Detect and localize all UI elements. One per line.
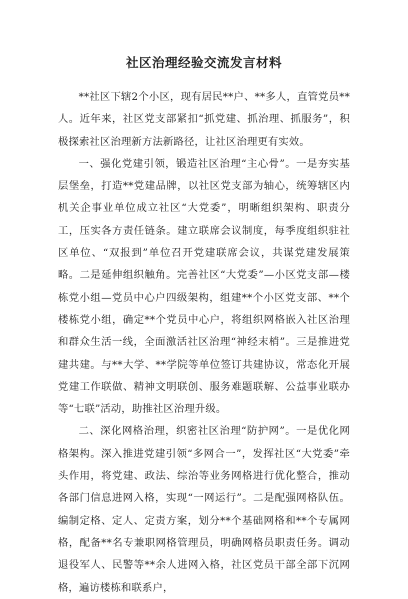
- paragraph-section-one: 一、强化党建引领，锻造社区治理“主心骨”。一是夯实基层堡垒，打造**党建品牌，以社区党支部为轴心，统筹辖区内机关企事业单位成立社区“大党委”，明晰组织架构、职责分工，压实各方责任链条。建立联席会议制度，每季度组织驻社区单位、“双报到”单位召开党建联席会议，共谋党建发展策略。二是延伸组织触角。完善社区“大党委”—小区党支部—楼栋党小组—党员中心户四级架构，组建**个小区党支部、**个楼栋党小组，确定**个党员中心户，将组织网格嵌入社区治理和群众生活一线，全面激活社区治理“神经末梢”。三是推进党建共建。与**大学、**学院等单位签订共建协议，常态化开展党建工作联做、精神文明联创、服务难题联解、公益事业联办等“七联”活动，助推社区治理升级。: [58, 157, 350, 416]
- paragraph-section-two: 二、深化网格治理，织密社区治理“防护网”。一是优化网格架构。深入推进党建引领“多网合一”，发挥社区“大党委”牵头作用，将党建、政法、综治等业务网格进行优化整合，推动各部门信息进网入格，实现“一网运行”。二是配强网格队伍。编制定格、定人、定责方案，划分**个基础网格和**个专属网格，配备**名专兼职网格管理员，明确网格员职责任务。调动退役军人、民警等**余人进网入格，社区党员干部全部下沉网格，遍访楼栋和联系户，: [58, 425, 350, 594]
- document-title: 社区治理经验交流发言材料: [125, 55, 282, 70]
- paragraph-intro: **社区下辖2个小区，现有居民**户、**多人，直管党员**人。近年来，社区党支部紧扣“抓党建、抓治理、抓服务”，积极探索社区治理新方法新路径，让社区治理更有实效。: [58, 91, 350, 148]
